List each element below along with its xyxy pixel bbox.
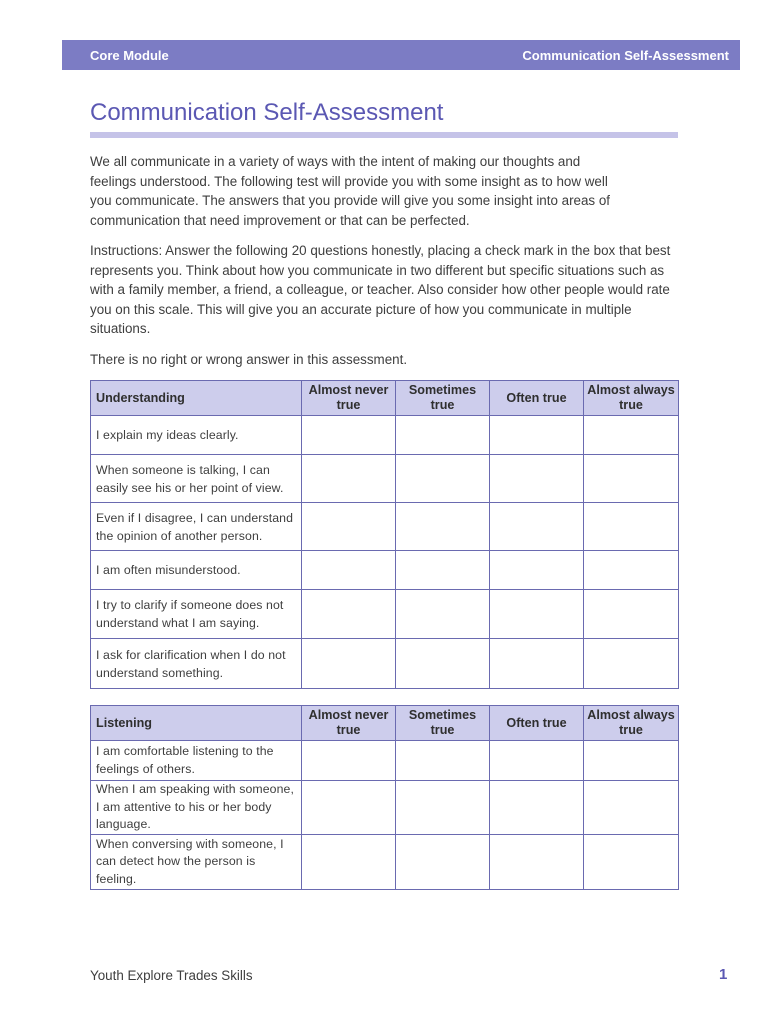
checkbox-almost-never[interactable] bbox=[302, 551, 396, 590]
table-row bbox=[91, 551, 679, 590]
page-number: 1 bbox=[719, 966, 728, 983]
checkbox-almost-always[interactable] bbox=[584, 551, 679, 590]
checkbox-almost-always[interactable] bbox=[584, 639, 679, 689]
checkbox-almost-never[interactable] bbox=[302, 416, 396, 455]
checkbox-almost-never[interactable] bbox=[302, 503, 396, 551]
option-often: Often true bbox=[490, 706, 584, 741]
header-bar bbox=[62, 40, 740, 70]
checkbox-almost-always[interactable] bbox=[584, 835, 679, 890]
checkbox-often[interactable] bbox=[490, 639, 584, 689]
page-title: Communication Self-Assessment bbox=[90, 99, 444, 126]
table-row bbox=[91, 835, 679, 890]
header-document-title: Communication Self-Assessment bbox=[522, 47, 729, 63]
understanding-table bbox=[90, 380, 679, 689]
checkbox-sometimes[interactable] bbox=[396, 741, 490, 781]
checkbox-almost-always[interactable] bbox=[584, 455, 679, 503]
question-text: I am comfortable listening to the feelings of others. bbox=[91, 741, 302, 781]
option-sometimes: Sometimes true bbox=[396, 706, 490, 741]
checkbox-often[interactable] bbox=[490, 416, 584, 455]
checkbox-often[interactable] bbox=[490, 551, 584, 590]
table-header-row bbox=[91, 381, 679, 416]
question-text: When I am speaking with someone, I am attentive to his or her body language. bbox=[91, 781, 302, 835]
checkbox-almost-always[interactable] bbox=[584, 741, 679, 781]
checkbox-sometimes[interactable] bbox=[396, 590, 490, 639]
question-text: When someone is talking, I can easily see his or her point of view. bbox=[91, 455, 302, 503]
checkbox-sometimes[interactable] bbox=[396, 416, 490, 455]
option-often: Often true bbox=[490, 381, 584, 416]
section-heading: Listening bbox=[91, 706, 302, 741]
question-text: When conversing with someone, I can detect how the person is feeling. bbox=[91, 835, 302, 890]
checkbox-often[interactable] bbox=[490, 781, 584, 835]
checkbox-sometimes[interactable] bbox=[396, 455, 490, 503]
checkbox-often[interactable] bbox=[490, 835, 584, 890]
question-text: I ask for clarification when I do not understand something. bbox=[91, 639, 302, 689]
checkbox-almost-never[interactable] bbox=[302, 590, 396, 639]
checkbox-almost-never[interactable] bbox=[302, 835, 396, 890]
table-row bbox=[91, 503, 679, 551]
section-heading: Understanding bbox=[91, 381, 302, 416]
option-almost-always: Almost always true bbox=[584, 381, 679, 416]
instructions-paragraph: Instructions: Answer the following 20 questions honestly, placing a check mark in the box that best represents you. Think about how you communicate in two different but specific situations such as with a family member, a friend, a colleague, or teacher. Also consider how other people would rate you on this scale. This will give you an accurate picture of how you communicate in multiple situations. bbox=[90, 243, 671, 336]
question-text: I am often misunderstood. bbox=[91, 551, 302, 590]
footer-text: Youth Explore Trades Skills bbox=[90, 968, 253, 983]
table-row bbox=[91, 781, 679, 835]
header-module-label: Core Module bbox=[90, 47, 169, 63]
table-row bbox=[91, 416, 679, 455]
question-text: I try to clarify if someone does not understand what I am saying. bbox=[91, 590, 302, 639]
checkbox-sometimes[interactable] bbox=[396, 503, 490, 551]
table-row bbox=[91, 741, 679, 781]
listening-table bbox=[90, 705, 679, 890]
checkbox-almost-always[interactable] bbox=[584, 781, 679, 835]
table-row bbox=[91, 455, 679, 503]
checkbox-almost-never[interactable] bbox=[302, 741, 396, 781]
checkbox-almost-always[interactable] bbox=[584, 503, 679, 551]
checkbox-often[interactable] bbox=[490, 741, 584, 781]
option-almost-never: Almost never true bbox=[302, 706, 396, 741]
checkbox-almost-never[interactable] bbox=[302, 455, 396, 503]
intro-paragraph: We all communicate in a variety of ways with the intent of making our thoughts and feelings understood. The following test will provide you with some insight as to how well you communicate. The answers that you provide will give you some insight into areas of communication that need improvement or that can be perfected. bbox=[90, 154, 611, 228]
table-row bbox=[91, 639, 679, 689]
table-header-row bbox=[91, 706, 679, 741]
checkbox-almost-always[interactable] bbox=[584, 416, 679, 455]
checkbox-almost-never[interactable] bbox=[302, 781, 396, 835]
checkbox-often[interactable] bbox=[490, 455, 584, 503]
question-text: I explain my ideas clearly. bbox=[91, 416, 302, 455]
checkbox-sometimes[interactable] bbox=[396, 781, 490, 835]
checkbox-sometimes[interactable] bbox=[396, 551, 490, 590]
checkbox-almost-always[interactable] bbox=[584, 590, 679, 639]
title-underline bbox=[90, 132, 678, 138]
checkbox-often[interactable] bbox=[490, 503, 584, 551]
option-almost-always: Almost always true bbox=[584, 706, 679, 741]
table-row bbox=[91, 590, 679, 639]
question-text: Even if I disagree, I can understand the opinion of another person. bbox=[91, 503, 302, 551]
option-sometimes: Sometimes true bbox=[396, 381, 490, 416]
checkbox-often[interactable] bbox=[490, 590, 584, 639]
note-paragraph: There is no right or wrong answer in this assessment. bbox=[90, 352, 408, 367]
checkbox-sometimes[interactable] bbox=[396, 639, 490, 689]
checkbox-almost-never[interactable] bbox=[302, 639, 396, 689]
option-almost-never: Almost never true bbox=[302, 381, 396, 416]
checkbox-sometimes[interactable] bbox=[396, 835, 490, 890]
